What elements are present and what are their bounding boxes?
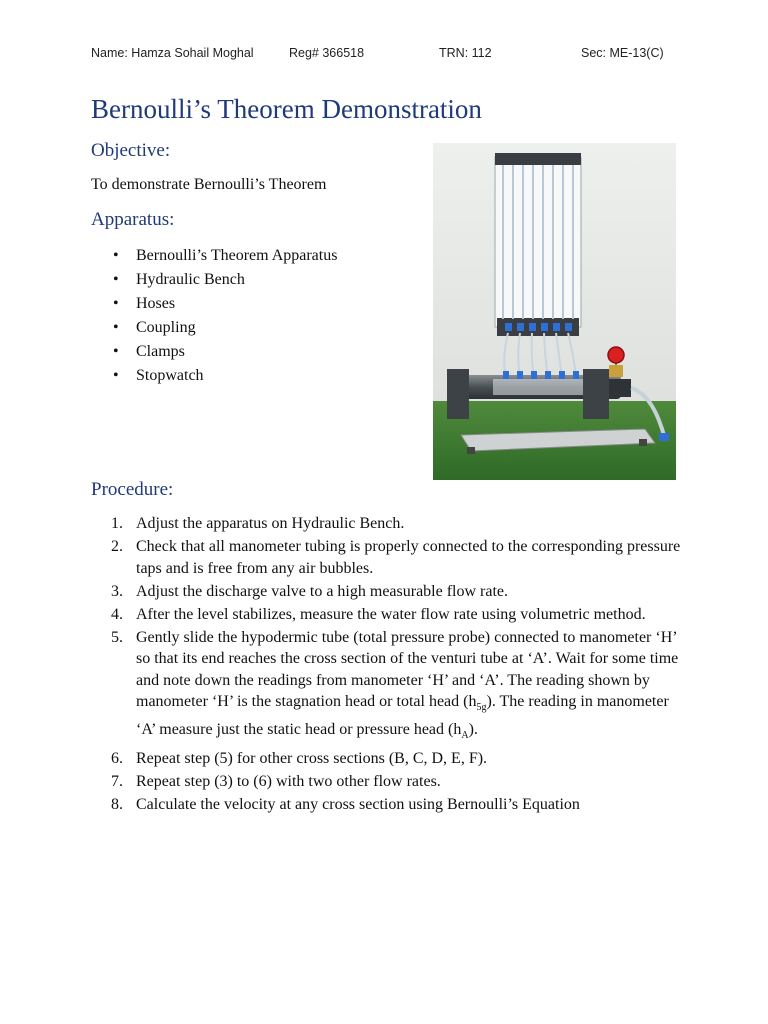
- list-item: [103, 771, 683, 793]
- list-item: [103, 604, 683, 626]
- page-title: Bernoulli’s Theorem Demonstration: [91, 94, 482, 124]
- subscript: 5g: [476, 702, 487, 714]
- step-text: Adjust the apparatus on Hydraulic Bench.: [136, 515, 405, 532]
- step-text-part: Gently slide the hypodermic tube (total pressure probe) connected to manometer ‘H’ so that its end reaches the cross section of the venturi tube at ‘A’. Wait for some time and note down the readings from manometer ‘H’ and ‘A’. The reading shown by manometer ‘H’ is the stagnation head or total head (h: [136, 628, 679, 710]
- list-item: • Clamps: [113, 340, 337, 364]
- apparatus-photo: [433, 143, 676, 480]
- list-item: • Bernoulli’s Theorem Apparatus: [113, 244, 337, 268]
- apparatus-list: [113, 244, 337, 388]
- step-text: Repeat step (5) for other cross sections (B, C, D, E, F).: [136, 749, 488, 767]
- list-item: • Hoses: [113, 292, 337, 316]
- objective-text: To demonstrate Bernoulli’s Theorem: [91, 176, 327, 193]
- list-item: [103, 748, 683, 770]
- step-text: Adjust the discharge valve to a high measurable flow rate.: [136, 582, 509, 600]
- step-number: 1.: [111, 515, 123, 532]
- list-item: [103, 581, 683, 603]
- list-item: [103, 536, 683, 579]
- step-text-part: ).: [468, 720, 478, 738]
- step-number: 3.: [111, 582, 123, 600]
- step-text: Repeat step (3) to (6) with two other flow rates.: [136, 772, 441, 790]
- list-item: [103, 794, 683, 816]
- list-item: • Stopwatch: [113, 364, 337, 388]
- step-text: After the level stabilizes, measure the water flow rate using volumetric method.: [136, 605, 646, 623]
- step-number: 6.: [111, 749, 123, 767]
- student-name: Name: Hamza Sohail Moghal: [91, 46, 254, 60]
- step-text: Calculate the velocity at any cross section using Bernoulli’s Equation: [136, 795, 580, 813]
- subscript: A: [461, 729, 469, 741]
- list-item: [103, 513, 683, 535]
- step-text: Check that all manometer tubing is properly connected to the corresponding pressure taps and is free from any air bubbles.: [136, 538, 681, 577]
- step-number: 2.: [111, 538, 123, 555]
- list-item: [103, 627, 683, 747]
- registration-number: Reg# 366518: [289, 46, 365, 60]
- section: Sec: ME-13(C): [581, 46, 664, 60]
- apparatus-heading: Apparatus:: [91, 209, 175, 230]
- step-text-part: ). The reading in manometer ‘A’ measure just the static head or pressure head (h: [136, 693, 669, 738]
- step-number: 8.: [111, 795, 123, 813]
- step-number: 5.: [111, 628, 123, 646]
- step-number: 4.: [111, 605, 123, 623]
- trn-number: TRN: 112: [439, 46, 492, 60]
- procedure-list: [103, 513, 683, 817]
- procedure-heading: Procedure:: [91, 479, 174, 500]
- step-number: 7.: [111, 772, 123, 790]
- list-item: • Coupling: [113, 316, 337, 340]
- list-item: • Hydraulic Bench: [113, 268, 337, 292]
- objective-heading: Objective:: [91, 140, 171, 161]
